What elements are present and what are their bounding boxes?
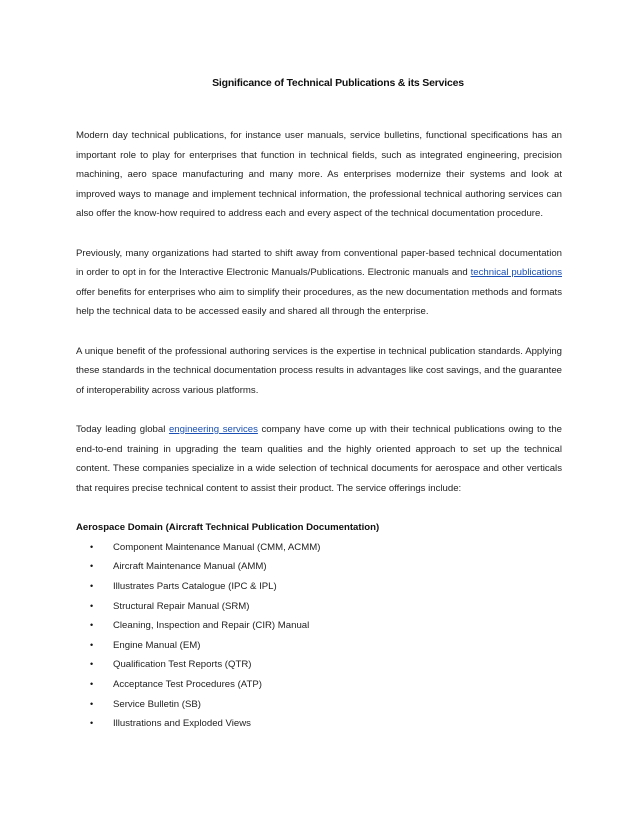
list-item [76,616,562,636]
paragraph-engineering-services [76,420,562,498]
bullet-icon: • [90,581,94,592]
list-item-label: Cleaning, Inspection and Repair (CIR) Manual [113,620,310,632]
engineering-services-link[interactable]: engineering services [168,423,258,435]
bullet-icon: • [90,639,94,650]
list-item [76,597,562,617]
list-item [76,636,562,656]
list-item-label: Component Maintenance Manual (CMM, ACMM) [113,541,321,553]
bullet-icon: • [90,718,94,729]
paragraph-text: Previously, many organizations had started to shift away from conventional paper-based technical documentation in order to opt in for the Interactive Electronic Manuals/Publications. Electronic manuals and [76,247,562,279]
list-item [76,538,562,558]
list-item-label: Illustrates Parts Catalogue (IPC & IPL) [113,581,277,593]
bullet-icon: • [90,679,94,690]
list-item-label: Structural Repair Manual (SRM) [113,600,250,612]
paragraph-standards: A unique benefit of the professional authoring services is the expertise in technical publication standards. Applying these standards in the technical documentation process results in advantages like cost savings, and the guarantee of interoperability across various platforms. [76,345,562,396]
section-heading-aerospace: Aerospace Domain (Aircraft Technical Publication Documentation) [76,521,380,533]
bullet-icon: • [90,600,94,611]
list-item-label: Illustrations and Exploded Views [113,718,251,730]
list-item [76,714,562,734]
document-body [76,126,562,734]
paragraph-text: offer benefits for enterprises who aim to simplify their procedures, as the new documentation methods and formats help the technical data to be accessed easily and shared all through the enterprise. [76,286,562,318]
paragraph-text: Today leading global [76,423,169,435]
technical-publications-link[interactable]: technical publications [470,267,562,279]
list-item-label: Service Bulletin (SB) [113,698,201,710]
list-item [76,577,562,597]
document-title: Significance of Technical Publications & its Services [212,77,464,89]
paragraph-electronic-manuals [76,244,562,322]
paragraph-text: company have come up with their technical publications owing to the end-to-end training in upgrading the team qualities and the highly oriented approach to set up the technical content. These companies specialize in a wide selection of technical documents for aerospace and other verticals that requires precise technical content to assist their product. The service offerings include: [76,423,562,494]
bullet-icon: • [90,698,94,709]
list-item [76,655,562,675]
list-item [76,557,562,577]
bullet-icon: • [90,541,94,552]
list-item-label: Engine Manual (EM) [113,639,201,651]
list-item-label: Qualification Test Reports (QTR) [113,659,252,671]
list-item [76,675,562,695]
list-item [76,695,562,715]
bullet-icon: • [90,561,94,572]
bullet-icon: • [90,620,94,631]
list-item-label: Aircraft Maintenance Manual (AMM) [113,561,267,573]
list-item-label: Acceptance Test Procedures (ATP) [113,679,262,691]
bullet-icon: • [90,659,94,670]
service-offerings-list [76,538,562,734]
paragraph-intro: Modern day technical publications, for instance user manuals, service bulletins, functional specifications has an important role to play for enterprises that function in technical fields, such as integrated engineering, precision machining, aero space manufacturing and many more. As enterprises modernize their systems and look at improved ways to manage and implement technical information, the professional technical authoring services can also offer the know-how required to address each and every aspect of the technical documentation procedure. [76,130,562,220]
